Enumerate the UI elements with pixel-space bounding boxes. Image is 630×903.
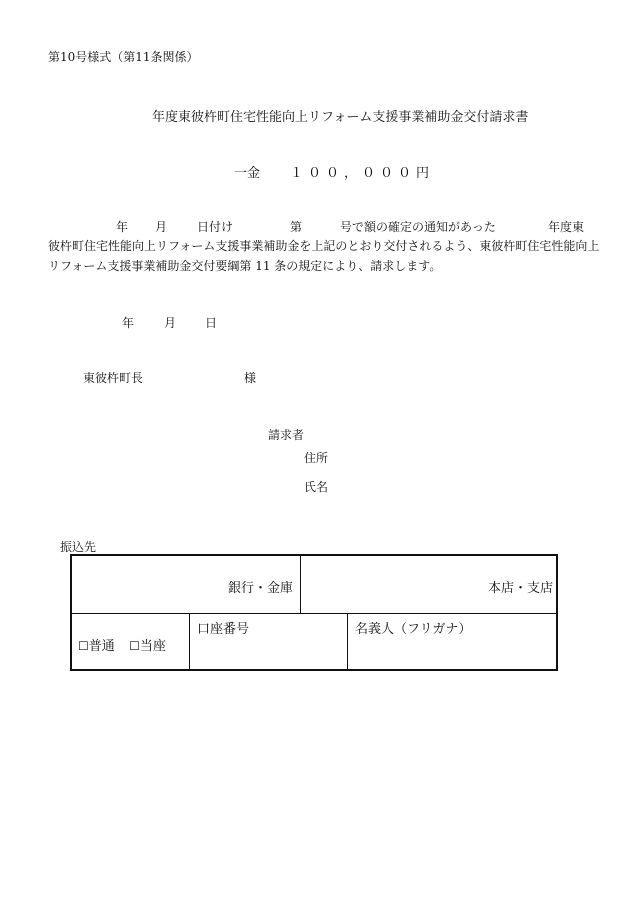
body-line-3: リフォーム支援事業補助金交付要綱第 11 条の規定により、請求します。: [48, 259, 442, 273]
notice-month: 月: [155, 220, 168, 234]
form-number: 第10号様式（第11条関係）: [48, 50, 199, 64]
branch-label: 本店・支店: [488, 581, 554, 596]
notice-dai: 第: [290, 220, 303, 234]
notice-go-text: 号で額の確定の通知があった: [340, 220, 496, 234]
table-col-divider-top: [300, 556, 301, 613]
address-label: 住所: [304, 451, 329, 465]
amount-line: [234, 162, 429, 181]
table-col-divider-bottom-1: [189, 613, 190, 671]
bank-transfer-table: [70, 554, 558, 671]
checkbox-toza-icon[interactable]: ☐: [129, 639, 140, 653]
addressee-honorific: 様: [244, 371, 257, 385]
body-line-2: 彼杵町住宅性能向上リフォーム支援事業補助金を上記のとおり交付されるよう、東彼杵町住宅性能向上: [48, 239, 600, 253]
account-holder-label: 名義人（フリガナ）: [355, 622, 472, 637]
amount-value: １００，０００: [290, 166, 417, 181]
notice-fiscal-year: 年度東: [548, 220, 585, 234]
request-month: 月: [164, 316, 177, 330]
table-row-divider: [72, 613, 556, 614]
account-type-toza: 当座: [139, 639, 166, 654]
addressee-mayor: 東彼杵町長: [83, 371, 144, 385]
notice-dated: 日付け: [197, 220, 234, 234]
table-col-divider-bottom-2: [347, 613, 348, 671]
account-number-label: 口座番号: [197, 622, 250, 637]
request-year: 年: [122, 316, 135, 330]
checkbox-futsu-icon[interactable]: ☐: [78, 639, 89, 653]
request-day: 日: [205, 316, 218, 330]
document-title: 年度東彼杵町住宅性能向上リフォーム支援事業補助金交付請求書: [152, 110, 529, 125]
requester-label: 請求者: [268, 428, 305, 442]
transfer-label: 振込先: [60, 540, 97, 554]
amount-prefix: 一金: [234, 166, 261, 181]
account-type-options: [78, 635, 166, 654]
account-type-futsu: 普通: [88, 639, 115, 654]
bank-label: 銀行・金庫: [228, 581, 294, 596]
notice-year: 年: [116, 220, 129, 234]
amount-unit: 円: [416, 166, 430, 181]
name-label: 氏名: [304, 480, 329, 494]
